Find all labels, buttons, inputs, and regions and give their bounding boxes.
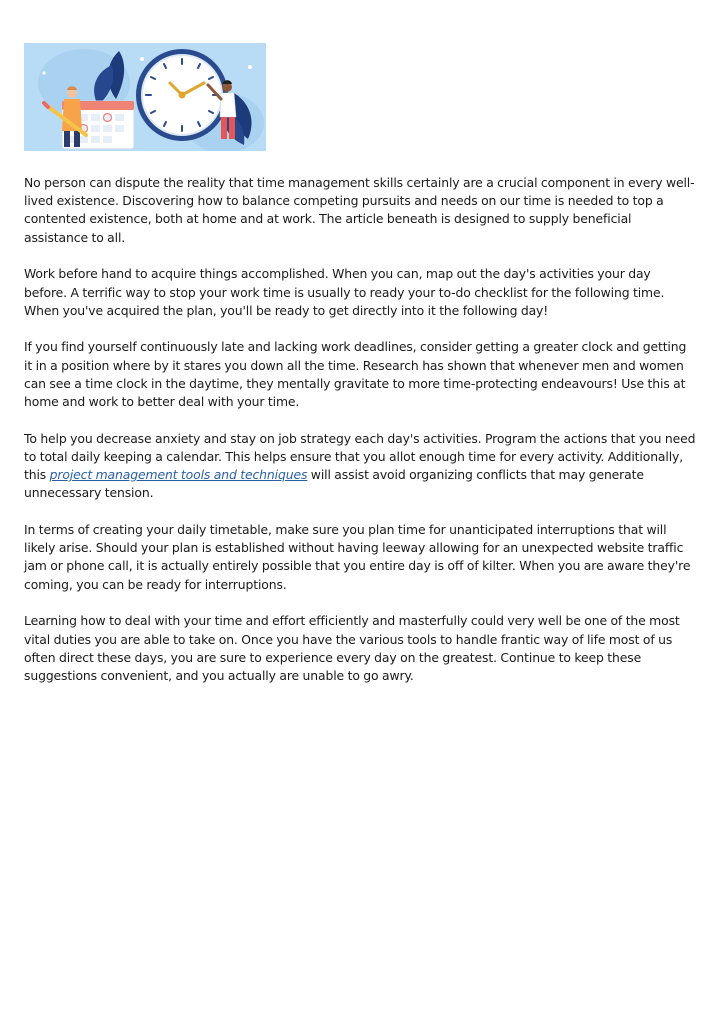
hero-illustration bbox=[24, 43, 266, 151]
article-paragraph-3: If you find yourself continuously late and lacking work deadlines, consider getting a greater clock and getting it in a position where by it stares you down all the time. Research has shown that whenever men and women can see a time clock in the daytime, they mentally gravitate to more time-protecting endeavours! Use this at home and work to better deal with your time. bbox=[24, 339, 687, 410]
article-paragraph-6: Learning how to deal with your time and effort efficiently and masterfully could very well be one of the most vital duties you are able to take on. Once you have the various tools to handle frantic way of life most of us often direct these days, you are sure to experience every day on the greatest. Continue to keep these suggestions convenient, and you actually are unable to go awry. bbox=[24, 613, 680, 683]
article-paragraph-4 bbox=[24, 430, 696, 503]
article-paragraph-1: No person can dispute the reality that time management skills certainly are a crucial component in every well-lived existence. Discovering how to balance competing pursuits and needs on our time is needed to top a contented existence, both at home and at work. The article beneath is designed to supply beneficial assistance to all. bbox=[24, 175, 695, 245]
paragraph-text-before-link: To help you decrease anxiety and stay on job strategy each day's activities. Program the actions that you need to total daily keeping a calendar. This helps ensure that you allot enough time for every activity. Additionally, this bbox=[24, 430, 696, 483]
article-paragraph-2: Work before hand to acquire things accomplished. When you can, map out the day's activities your day before. A terrific way to stop your work time is usually to ready your to-do checklist for the following time. When you've acquired the plan, you'll be ready to get directly into it the following day! bbox=[24, 266, 665, 318]
article-body bbox=[24, 174, 696, 704]
article-paragraph-5: In terms of creating your daily timetable, make sure you plan time for unanticipated interruptions that will likely arise. Should your plan is established without having leeway allowing for an unexpected website traffic jam or phone call, it is actually entirely possible that you entire day is off of kilter. When you are aware they're coming, you can be ready for interruptions. bbox=[24, 522, 691, 592]
time-management-clock-calendar-illustration-icon bbox=[24, 43, 266, 151]
paragraph-text-after-link: will assist avoid organizing conflicts that may generate unnecessary tension. bbox=[24, 467, 644, 501]
project-management-link[interactable]: project management tools and techniques bbox=[49, 467, 308, 483]
